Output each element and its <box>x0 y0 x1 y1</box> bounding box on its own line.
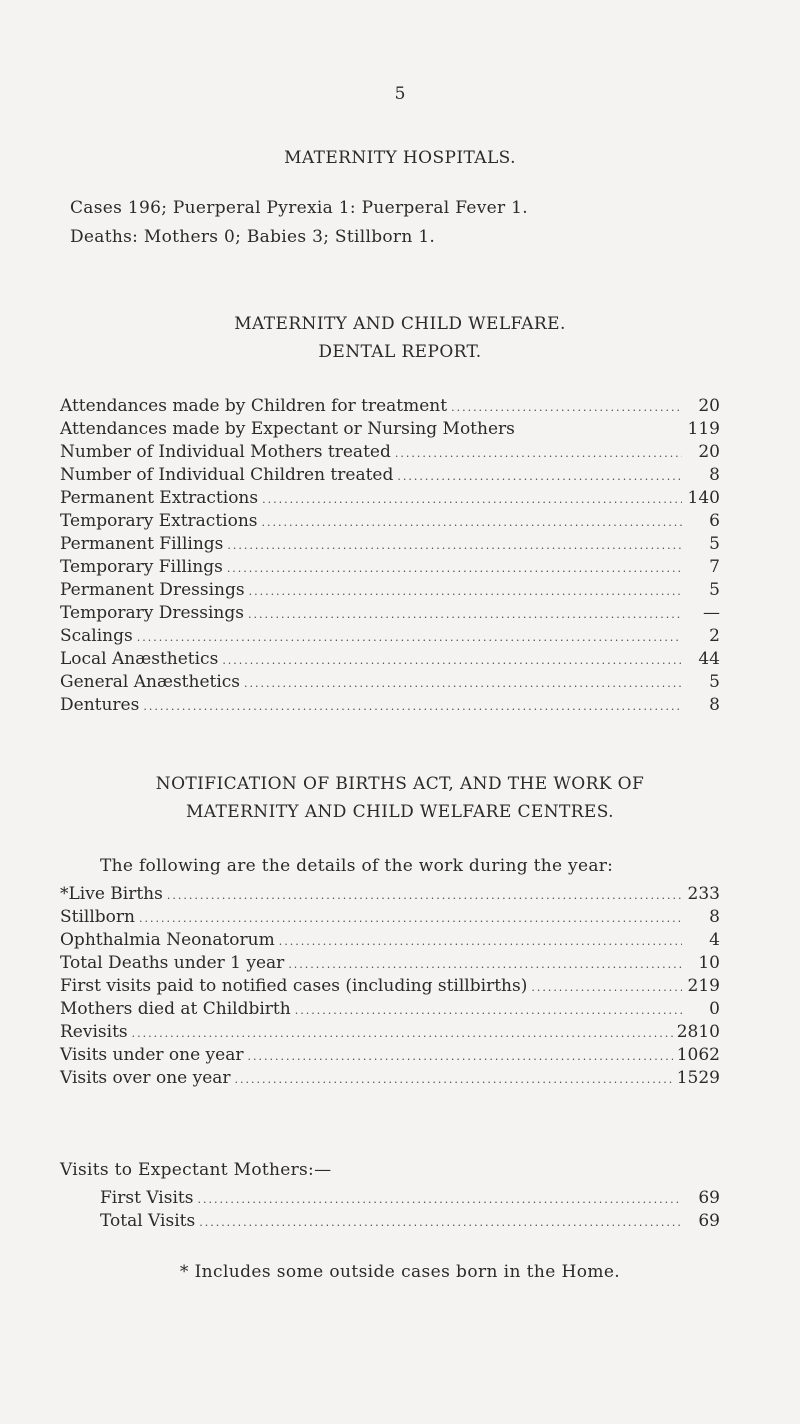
item-value: 2810 <box>676 1022 720 1042</box>
item-label: Attendances made by Children for treatment <box>60 396 448 416</box>
dot-leader <box>262 493 682 506</box>
item-label: Number of Individual Children treated <box>60 465 394 485</box>
item-value: 219 <box>687 976 720 996</box>
list-item <box>60 999 720 1022</box>
item-label: First visits paid to notified cases (including stillbirths) <box>60 976 528 996</box>
item-label: Visits under one year <box>60 1045 244 1065</box>
item-label: Attendances made by Expectant or Nursing Mothers <box>60 419 515 439</box>
list-item <box>60 976 720 999</box>
dot-leader <box>199 1216 682 1229</box>
item-label: First Visits <box>100 1188 194 1208</box>
notification-list <box>60 884 720 1091</box>
item-value: 2 <box>709 626 720 646</box>
dot-leader <box>143 700 682 713</box>
dot-leader <box>227 562 682 575</box>
item-label: Ophthalmia Neonatorum <box>60 930 275 950</box>
notification-title: NOTIFICATION OF BIRTHS ACT, AND THE WORK OF <box>155 774 645 794</box>
list-item <box>100 1188 720 1211</box>
item-value: 7 <box>709 557 720 577</box>
list-item <box>60 488 720 511</box>
item-label: Revisits <box>60 1022 128 1042</box>
dot-leader <box>295 1004 682 1017</box>
dot-leader <box>235 1073 673 1086</box>
list-item <box>60 580 720 603</box>
dot-leader <box>248 608 682 621</box>
item-value: 6 <box>709 511 720 531</box>
item-value: 0 <box>709 999 720 1019</box>
list-item <box>60 396 720 419</box>
item-label: General Anæsthetics <box>60 672 241 692</box>
list-item <box>60 626 720 649</box>
item-value: 8 <box>709 465 720 485</box>
item-value: 8 <box>709 695 720 715</box>
item-label: Number of Individual Mothers treated <box>60 442 391 462</box>
page-number: 5 <box>394 84 406 104</box>
item-label: Total Deaths under 1 year <box>60 953 285 973</box>
dental-report-list <box>60 396 720 718</box>
item-value: 5 <box>709 580 720 600</box>
maternity-hospitals-title: MATERNITY HOSPITALS. <box>284 148 516 168</box>
dot-leader <box>227 539 682 552</box>
dot-leader <box>139 912 682 925</box>
item-label: Temporary Extractions <box>60 511 258 531</box>
item-label: Permanent Fillings <box>60 534 224 554</box>
expectant-mothers-list <box>100 1188 720 1234</box>
welfare-centres-title: MATERNITY AND CHILD WELFARE CENTRES. <box>186 802 614 822</box>
item-value: 119 <box>687 419 720 439</box>
list-item <box>60 419 720 442</box>
dot-leader <box>132 1027 673 1040</box>
item-value: 1062 <box>676 1045 720 1065</box>
list-item <box>60 1022 720 1045</box>
item-label: Local Anæsthetics <box>60 649 219 669</box>
list-item <box>60 907 720 930</box>
item-label: Mothers died at Childbirth <box>60 999 291 1019</box>
dot-leader <box>395 447 682 460</box>
list-item <box>60 649 720 672</box>
item-value: 1529 <box>676 1068 720 1088</box>
list-item <box>100 1211 720 1234</box>
dot-leader <box>288 958 682 971</box>
item-value: 5 <box>709 672 720 692</box>
item-value: 20 <box>698 396 720 416</box>
item-value: 5 <box>709 534 720 554</box>
item-value: 69 <box>698 1211 720 1231</box>
list-item <box>60 953 720 976</box>
item-label: Visits over one year <box>60 1068 231 1088</box>
list-item <box>60 1045 720 1068</box>
item-value: 69 <box>698 1188 720 1208</box>
list-item <box>60 557 720 580</box>
dot-leader <box>247 1050 672 1063</box>
list-item <box>60 884 720 907</box>
item-label: Temporary Fillings <box>60 557 223 577</box>
dot-leader <box>531 981 682 994</box>
dot-leader <box>197 1193 682 1206</box>
item-label: Total Visits <box>100 1211 196 1231</box>
item-value: — <box>703 603 720 623</box>
list-item <box>60 442 720 465</box>
list-item <box>60 603 720 626</box>
dental-report-title: DENTAL REPORT. <box>318 342 482 362</box>
item-label: *Live Births <box>60 884 163 904</box>
notification-intro: The following are the details of the work during the year: <box>100 856 614 876</box>
item-value: 44 <box>698 649 720 669</box>
dot-leader <box>451 401 682 414</box>
item-value: 20 <box>698 442 720 462</box>
item-label: Scalings <box>60 626 133 646</box>
list-item <box>60 1068 720 1091</box>
list-item <box>60 534 720 557</box>
dot-leader <box>279 935 682 948</box>
item-value: 140 <box>687 488 720 508</box>
maternity-hospitals-deaths: Deaths: Mothers 0; Babies 3; Stillborn 1. <box>70 227 436 247</box>
dot-leader <box>249 585 682 598</box>
item-value: 8 <box>709 907 720 927</box>
footnote: * Includes some outside cases born in the Home. <box>179 1262 621 1282</box>
dot-leader <box>397 470 682 483</box>
item-label: Stillborn <box>60 907 135 927</box>
item-label: Permanent Dressings <box>60 580 245 600</box>
dot-leader <box>137 631 682 644</box>
item-value: 10 <box>698 953 720 973</box>
list-item <box>60 465 720 488</box>
dental-section-title: MATERNITY AND CHILD WELFARE. <box>234 314 566 334</box>
item-value: 233 <box>687 884 720 904</box>
item-label: Dentures <box>60 695 140 715</box>
item-label: Temporary Dressings <box>60 603 244 623</box>
item-value: 4 <box>709 930 720 950</box>
list-item <box>60 930 720 953</box>
dot-leader <box>244 677 682 690</box>
item-label: Permanent Extractions <box>60 488 259 508</box>
dot-leader <box>222 654 682 667</box>
list-item <box>60 511 720 534</box>
expectant-mothers-heading: Visits to Expectant Mothers:— <box>60 1160 332 1180</box>
list-item <box>60 672 720 695</box>
dot-leader <box>262 516 682 529</box>
maternity-hospitals-cases: Cases 196; Puerperal Pyrexia 1: Puerperal Fever 1. <box>70 198 528 218</box>
dot-leader <box>167 889 682 902</box>
list-item <box>60 695 720 718</box>
